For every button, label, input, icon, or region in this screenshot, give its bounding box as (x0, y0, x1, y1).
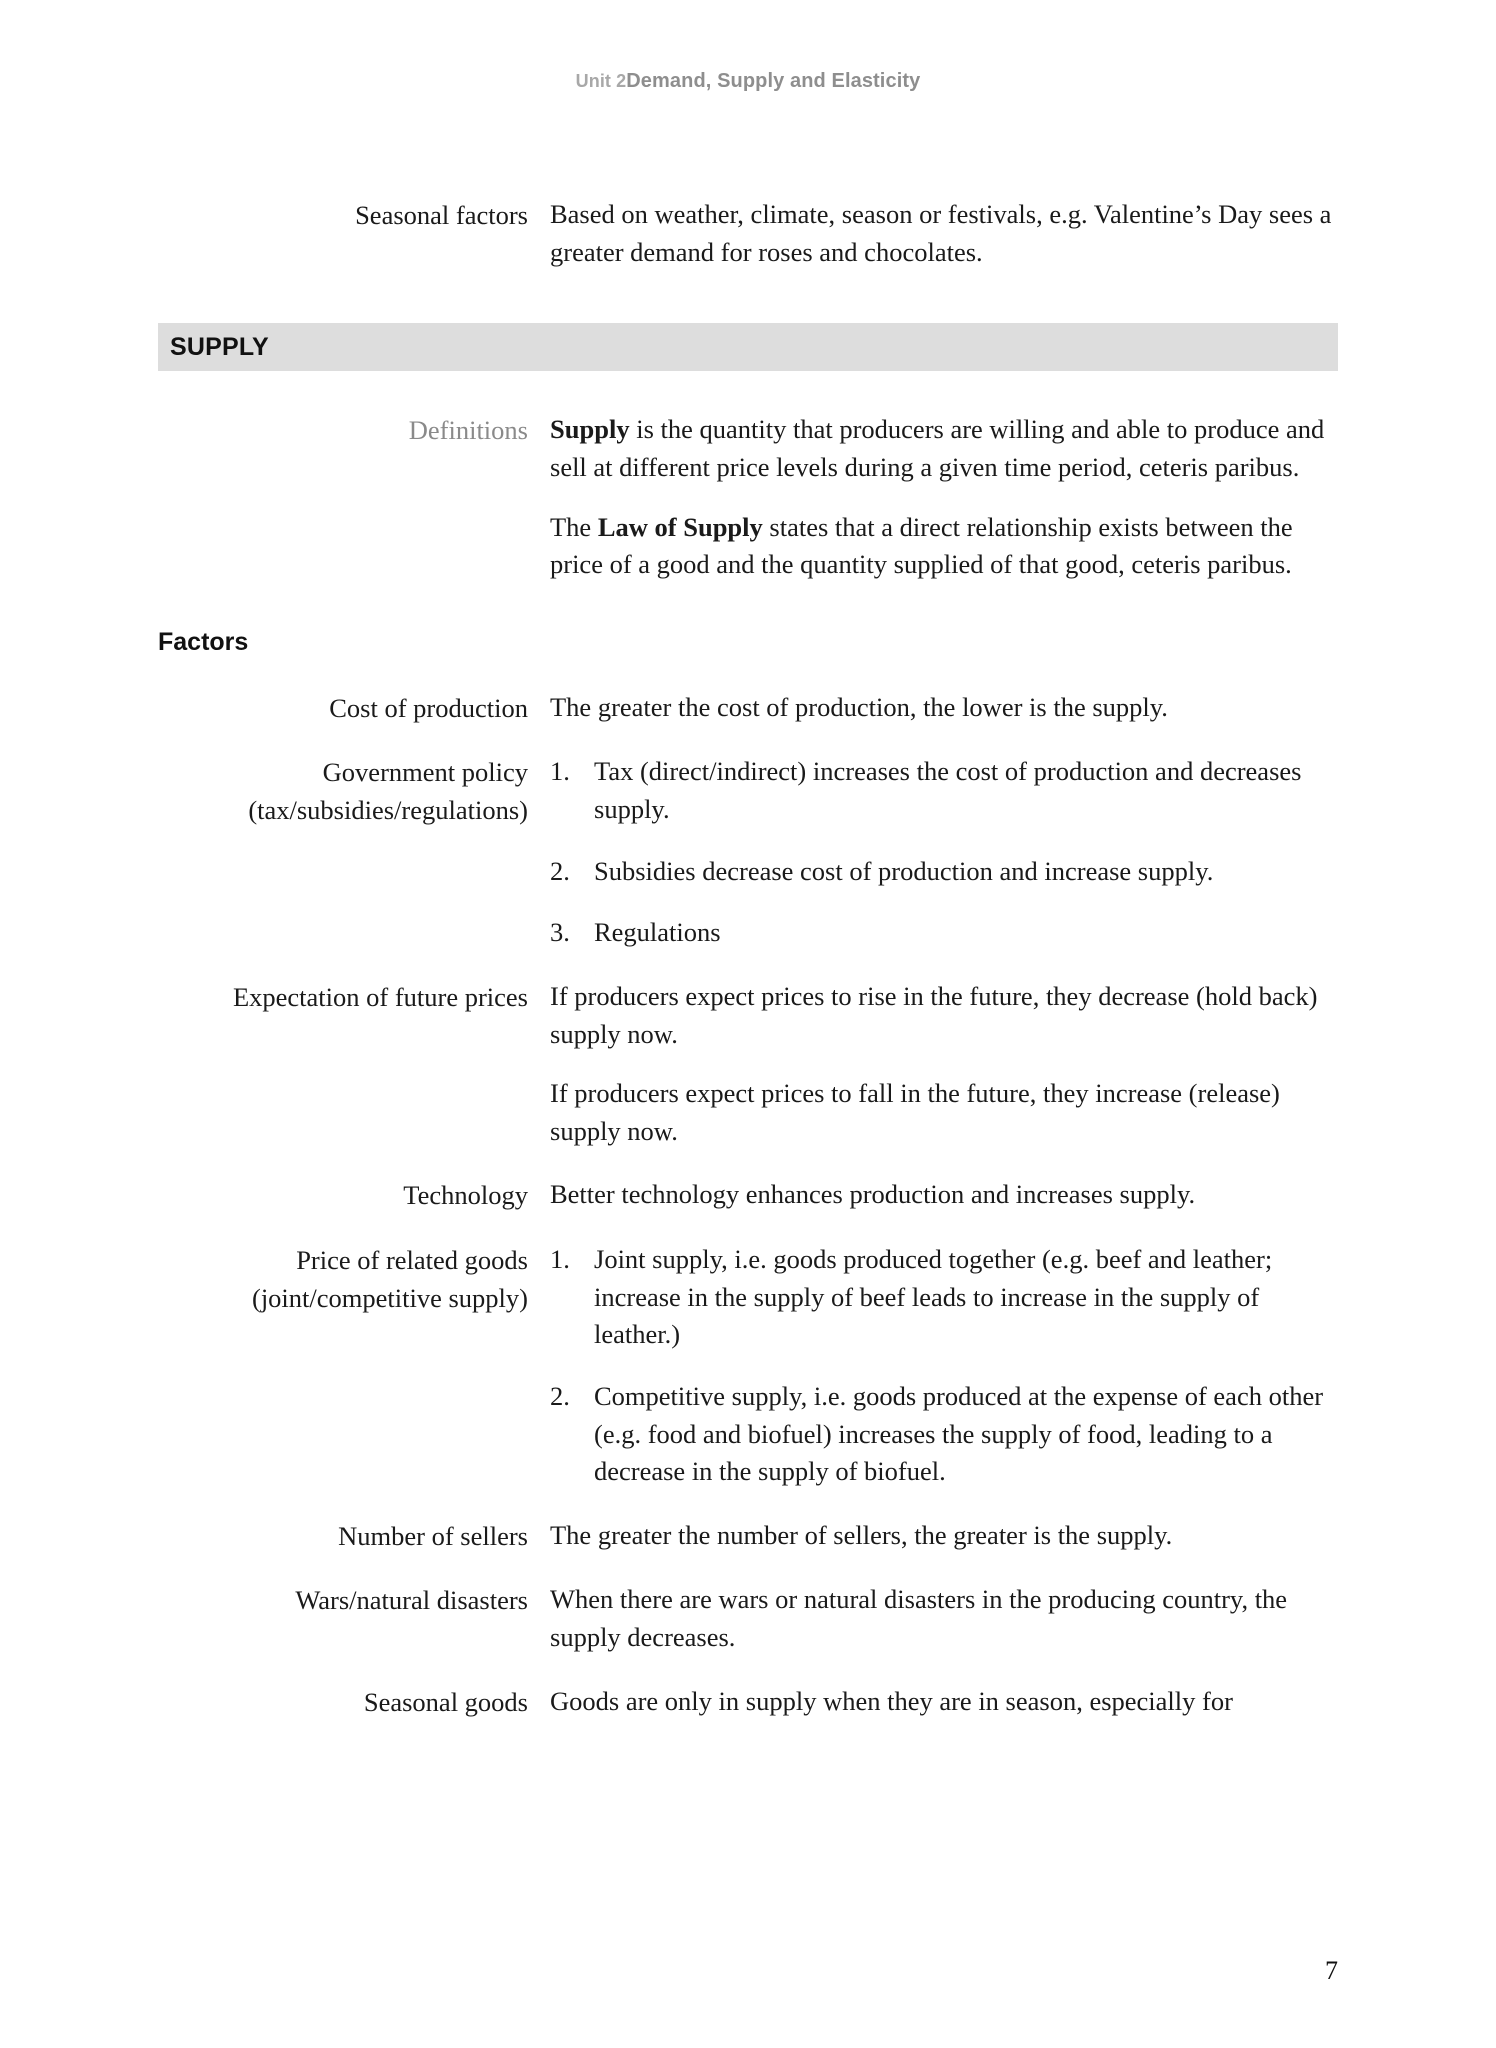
list-item-text: Joint supply, i.e. goods produced together (e.g. beef and leather; increase in the supply of beef leads to increase in the supply of leather.) (594, 1244, 1273, 1350)
term-label: Cost of production (329, 692, 528, 723)
list-item (550, 853, 1338, 891)
term-label (158, 753, 528, 952)
page-number: 7 (1325, 1956, 1338, 1985)
definition-row-seasonal-factors (158, 196, 1338, 271)
paragraph: Goods are only in supply when they are in season, especially for (550, 1685, 1233, 1716)
term-label: Number of sellers (338, 1520, 528, 1551)
factor-row-expectation-of-future-prices (158, 978, 1338, 1151)
definition-rest-supply: is the quantity that producers are willing and able to produce and sell at different price levels during a given time period, ceteris paribus. (550, 414, 1325, 482)
term-description (550, 753, 1338, 952)
term-label-line1: Price of related goods (296, 1245, 528, 1275)
list-item-number: 2. (550, 1380, 570, 1411)
factor-row-seasonal-goods (158, 1683, 1338, 1722)
paragraph: When there are wars or natural disasters in the producing country, the supply decreases. (550, 1584, 1288, 1652)
list-item-text: Competitive supply, i.e. goods produced at the expense of each other (e.g. food and biofuel) increases the supply of food, leading to a decrease in the supply of biofuel. (594, 1380, 1324, 1487)
term-label-line2: (joint/competitive supply) (252, 1282, 528, 1313)
section-band-label: SUPPLY (170, 332, 269, 361)
running-head-title: Demand, Supply and Elasticity (626, 70, 921, 92)
definition-supply (550, 411, 1338, 486)
section-band-supply (158, 323, 1338, 371)
term-label-line2: (tax/subsidies/regulations) (248, 795, 528, 825)
numbered-list (550, 753, 1338, 952)
definition-lead-supply: Supply (550, 414, 630, 445)
factor-row-cost-of-production (158, 689, 1338, 728)
term-label-definitions: Definitions (408, 415, 528, 446)
list-item (550, 753, 1338, 828)
list-item-text: Tax (direct/indirect) increases the cost of production and decreases supply. (594, 756, 1302, 824)
term-label: Seasonal factors (355, 200, 528, 230)
sub-heading-factors: Factors (158, 627, 249, 656)
paragraph: The greater the number of sellers, the greater is the supply. (550, 1519, 1173, 1550)
list-item-text: Regulations (594, 917, 721, 948)
list-item-number: 1. (550, 1244, 570, 1274)
factor-row-government-policy (158, 753, 1338, 952)
definitions-body (550, 411, 1338, 584)
list-item-number: 3. (550, 917, 570, 948)
definition-rest-law: states that a direct relationship exists between the price of a good and the quantity supplied of that good, ceteris paribus. (550, 511, 1293, 580)
term-description (550, 689, 1338, 728)
term-label: Wars/natural disasters (295, 1585, 528, 1616)
definition-lead-law: Law of Supply (597, 511, 763, 542)
numbered-list (550, 1241, 1338, 1491)
term-description (550, 1581, 1338, 1656)
paragraph: Based on weather, climate, season or festivals, e.g. Valentine’s Day sees a greater demand for roses and chocolates. (550, 199, 1332, 267)
definition-pre-law: The (550, 511, 598, 542)
term-description (550, 1176, 1338, 1215)
list-item (550, 1241, 1338, 1354)
list-item (550, 914, 1338, 952)
page-content (158, 196, 1338, 1721)
paragraph: The greater the cost of production, the lower is the supply. (550, 691, 1168, 722)
running-head (0, 70, 1496, 93)
factor-row-number-of-sellers (158, 1517, 1338, 1556)
paragraph: If producers expect prices to rise in the future, they decrease (hold back) supply now. (550, 980, 1318, 1049)
definition-row-definitions (158, 411, 1338, 584)
factor-row-wars-natural-disasters (158, 1581, 1338, 1656)
term-label: Technology (403, 1180, 528, 1211)
factor-row-technology (158, 1176, 1338, 1215)
list-item-text: Subsidies decrease cost of production and increase supply. (594, 855, 1214, 886)
term-label: Seasonal goods (363, 1686, 528, 1717)
list-item-number: 2. (550, 855, 570, 886)
running-head-unit: Unit 2 (575, 71, 627, 91)
list-item-number: 1. (550, 756, 570, 787)
term-label (158, 1241, 528, 1491)
paragraph: Better technology enhances production and increases supply. (550, 1179, 1196, 1210)
factor-row-price-of-related-goods (158, 1241, 1338, 1491)
term-description (550, 978, 1338, 1151)
term-description (550, 1517, 1338, 1556)
term-label: Expectation of future prices (232, 981, 528, 1012)
list-item (550, 1378, 1338, 1491)
term-description (550, 1241, 1338, 1491)
term-description (550, 1683, 1338, 1722)
term-label-line1: Government policy (322, 757, 528, 788)
term-description (550, 196, 1338, 271)
definition-law-of-supply (550, 509, 1338, 584)
paragraph: If producers expect prices to fall in the future, they increase (release) supply now. (550, 1078, 1280, 1146)
